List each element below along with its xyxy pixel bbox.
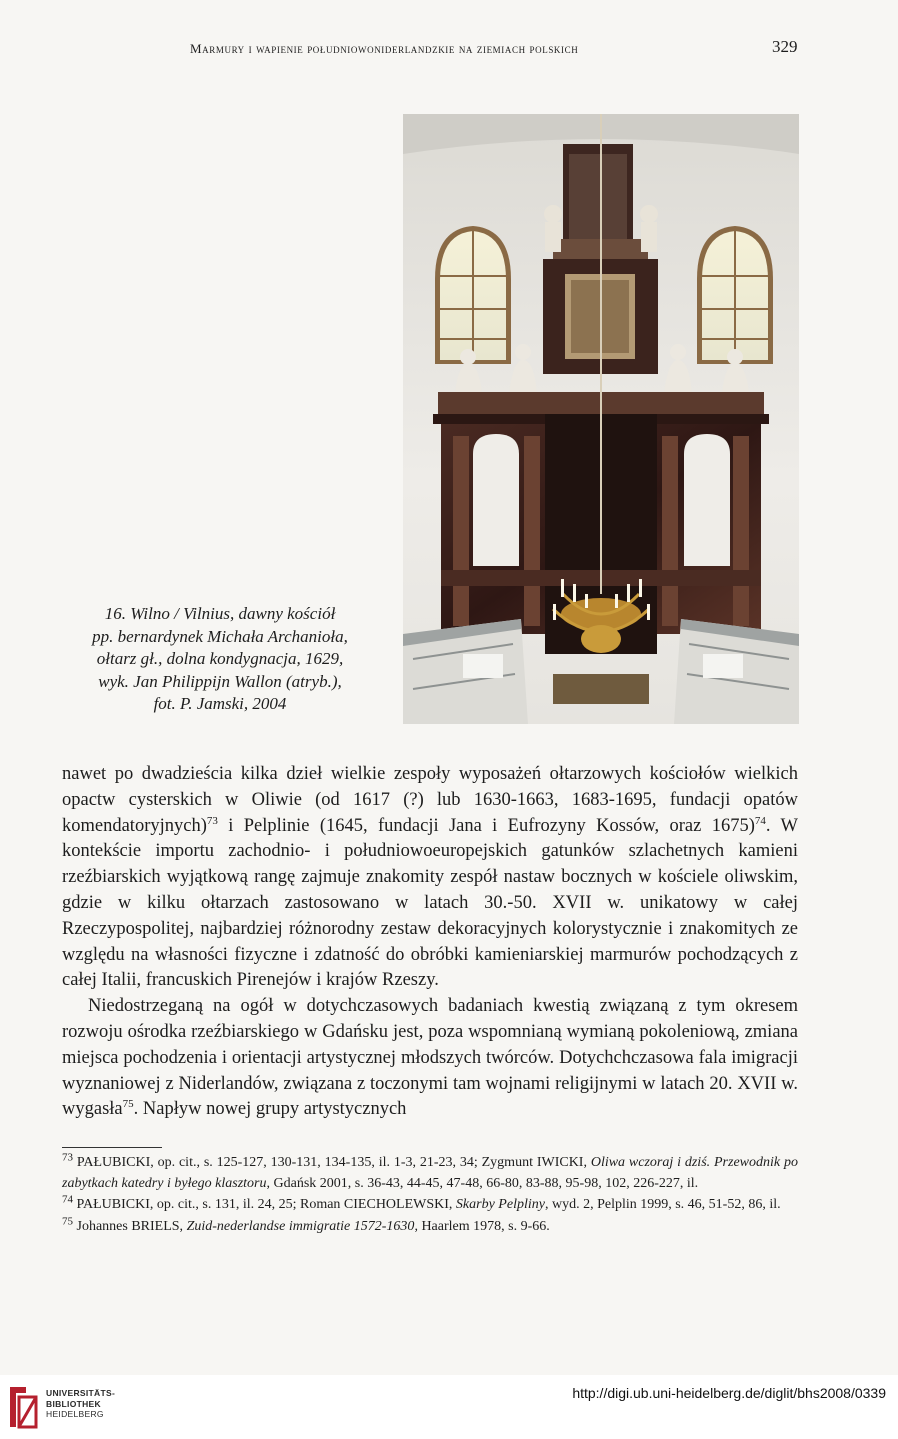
footnote-divider: [62, 1147, 162, 1148]
footnote-number: 75: [62, 1214, 73, 1227]
text-run: , Gdańsk 2001, s. 36-43, 44-45, 47-48, 66-80, 83-88, 95-98, 102, 226-227, il.: [266, 1175, 699, 1191]
library-name-line: BIBLIOTHEK: [46, 1398, 101, 1409]
text-run: , Haarlem 1978, s. 9-66.: [414, 1218, 550, 1234]
footnote-74: [62, 1195, 798, 1216]
text-run: nawet po dwadzieścia kilka dzieł wielkie zespoły wyposażeń ołtarzowych kościołów wielkich opactw cysterskich w Oliwie (od 1617 (?) lub 1630-1663, 1683-1695, fundacji opatów komendatoryjnych): [62, 764, 798, 836]
altar-photograph: [403, 114, 799, 724]
library-name: [46, 1388, 115, 1420]
text-run: . W kontekście importu zachodnio- i południowoeuropejskich gatunków szlachetnych kamieni rzeźbiarskich wyjątkową rangę zajmuje znakomity zespół nastaw bocznych w kościele oliwskim, gdzie w kilku ołtarzach zastosowano w latach 30.-50. XVII w. unikatowy w całej Rzeczypospolitej, najbardziej różnorodny zestaw dekoracyjnych kolorystycznie i znakomitych ze względu na własności fizyczne i zdatność do obróbki kamieniarskiej marmurów pochodzących z całej Italii, francuskich Pirenejów i krajów Rzeszy.: [62, 815, 798, 991]
library-logo-icon: [8, 1385, 38, 1429]
text-run: i Pelplinie (1645, fundacji Jana i Eufrozyny Kossów, oraz 1675): [217, 815, 755, 836]
text-run: , wyd. 2, Pelplin 1999, s. 46, 51-52, 86, il.: [544, 1197, 781, 1212]
footnote-73: [62, 1153, 798, 1194]
text-run: PAŁUBICKI, op. cit., s. 125-127, 130-131, 134-135, il. 1-3, 21-23, 34; Zygmunt IWICKI,: [73, 1155, 591, 1170]
title-italic: Zuid-nederlandse immigratie 1572-1630: [186, 1218, 415, 1234]
left-window: [435, 226, 511, 364]
altar-photo-illustration: [403, 114, 799, 724]
text-run: Niedostrzeganą na ogół w dotychczasowych badaniach kwestią związaną z tym okresem rozwoju ośrodka rzeźbiarskiego w Gdańsku jest, poza wspomnianą wymianą pokoleniową, zmiana miejsca pochodzenia i orientacji artystycznej młodszych twórców. Dotychchczasowa fala imigracji wyznaniowej z Niderlandów, związana z toczonymi tam wojnami religijnymi w latach 20. XVII w. wygasła: [62, 996, 798, 1120]
footnote-number: 73: [62, 1151, 73, 1164]
page-number: 329: [772, 37, 798, 56]
footnote-number: 74: [62, 1193, 73, 1206]
body-text: [62, 762, 798, 1123]
footnote-ref-75[interactable]: 75: [122, 1098, 134, 1111]
text-run: PAŁUBICKI, op. cit., s. 131, il. 24, 25; Roman CIECHOLEWSKI,: [73, 1197, 456, 1212]
text-run: Johannes BRIELS,: [73, 1218, 187, 1234]
title-italic: Oliwa wczoraj i dziś. Przewodnik po zabytkach katedry i byłego klasztoru: [62, 1155, 798, 1191]
caption-line: ołtarz gł., dolna kondygnacja, 1629,: [96, 649, 344, 668]
text-run: . Napływ nowej grupy artystycznych: [133, 1099, 407, 1120]
caption-line: wyk. Jan Philippijn Wallon (atryb.),: [98, 671, 342, 691]
footnote-ref-73[interactable]: 73: [206, 814, 218, 827]
paragraph: [62, 762, 798, 994]
running-head: Marmury i wapienie południowoniderlandzkie na ziemiach polskich: [190, 41, 579, 56]
footnote-75: [62, 1214, 798, 1238]
right-window: [697, 226, 773, 364]
paragraph: [62, 994, 798, 1123]
caption-line: 16. Wilno / Vilnius, dawny kościół: [104, 604, 336, 623]
title-italic: Skarby Pelpliny: [455, 1197, 545, 1212]
source-url-link[interactable]: http://digi.ub.uni-heidelberg.de/diglit/bhs2008/0339: [572, 1385, 886, 1401]
caption-line: pp. bernardynek Michała Archanioła,: [92, 626, 348, 646]
library-name-line: UNIVERSITÄTS-: [46, 1388, 116, 1398]
library-name-line: HEIDELBERG: [46, 1409, 104, 1419]
figure-caption: [60, 603, 380, 716]
footnotes: [62, 1153, 798, 1238]
caption-line: fot. P. Jamski, 2004: [153, 694, 287, 713]
footnote-ref-74[interactable]: 74: [754, 814, 766, 827]
